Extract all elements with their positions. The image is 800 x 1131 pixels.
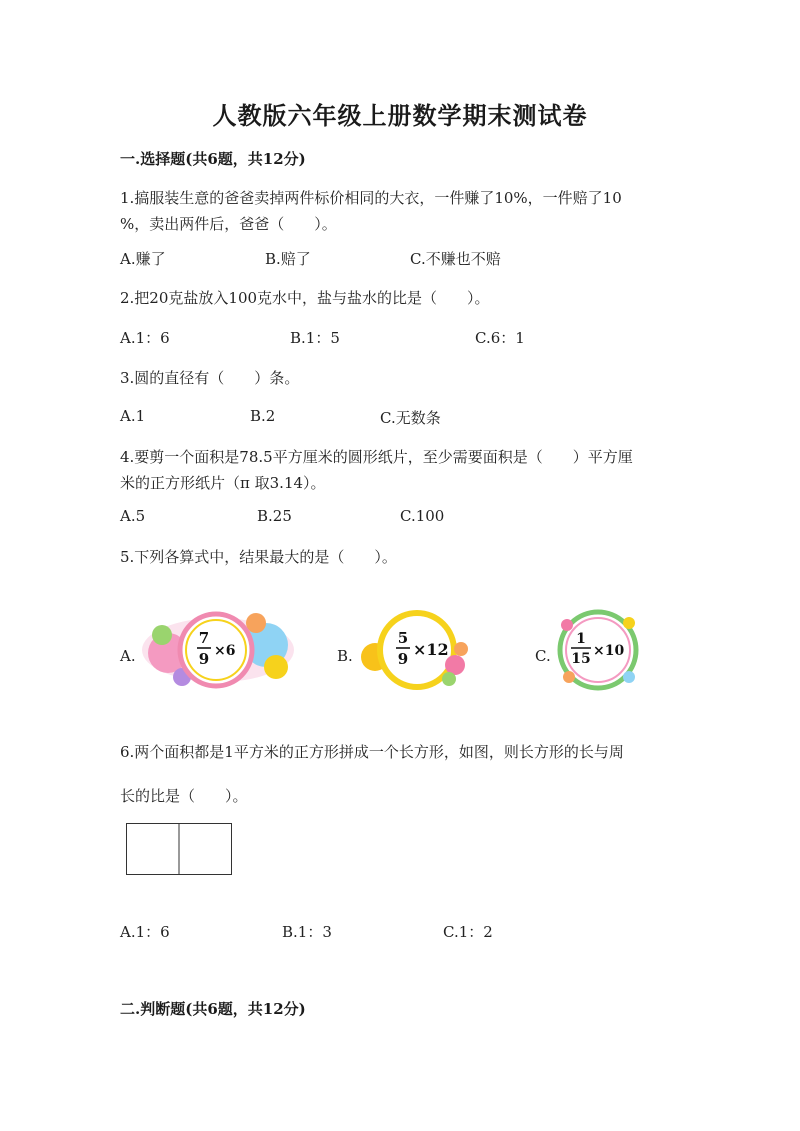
option-a[interactable]: A.1: [120, 407, 146, 425]
option-b[interactable]: [337, 605, 487, 695]
multiplier-text: ×6: [214, 643, 236, 659]
option-b[interactable]: B.赔了: [265, 250, 311, 268]
question-4-options: [120, 507, 700, 531]
option-c[interactable]: C.无数条: [380, 409, 441, 427]
section-heading-judgement: 二.判断题(共6题，共12分): [120, 1000, 306, 1018]
question-2: 2.把20克盐放入100克水中，盐与盐水的比是（ ）。: [120, 289, 490, 307]
floral-badge-image-a: [138, 605, 298, 695]
floral-badge-image-c: [557, 609, 639, 691]
option-c[interactable]: C.不赚也不赔: [410, 250, 501, 268]
option-c[interactable]: C.1：2: [443, 923, 493, 941]
fraction-numerator: 7: [198, 629, 210, 647]
fraction-numerator: 1: [576, 631, 586, 647]
page-title: 人教版六年级上册数学期末测试卷: [212, 101, 588, 130]
question-3: 3.圆的直径有（ ）条。: [120, 369, 300, 387]
question-1: [120, 185, 700, 237]
fraction-denominator: 15: [571, 651, 591, 667]
option-a[interactable]: A.5: [120, 507, 146, 525]
option-a[interactable]: A.1：6: [120, 923, 170, 941]
option-b[interactable]: B.1：5: [290, 329, 340, 347]
option-b[interactable]: B.2: [250, 407, 276, 425]
option-c[interactable]: C.100: [400, 507, 445, 525]
question-1-options: [120, 248, 700, 272]
option-c[interactable]: [535, 605, 645, 695]
option-a[interactable]: [120, 605, 300, 695]
fraction-denominator: 9: [198, 650, 210, 668]
multiplier-text: ×10: [593, 643, 625, 659]
question-6: [120, 730, 700, 818]
option-b[interactable]: B.1：3: [282, 923, 332, 941]
section-heading-choice: 一.选择题(共6题，共12分): [120, 150, 306, 168]
question-3-options: [120, 407, 700, 431]
option-a[interactable]: A.1：6: [120, 329, 170, 347]
fraction-numerator: 5: [397, 629, 409, 647]
question-6-line1: 6.两个面积都是1平方米的正方形拼成一个长方形，如图，则长方形的长与周: [120, 743, 624, 761]
question-4-line1: 4.要剪一个面积是78.5平方厘米的圆形纸片，至少需要面积是（ ）平方厘: [120, 448, 633, 466]
two-squares-rectangle-figure: [126, 823, 232, 875]
option-b[interactable]: B.25: [257, 507, 292, 525]
fraction-denominator: 9: [397, 650, 409, 668]
option-a[interactable]: A.赚了: [120, 250, 166, 268]
question-6-options: [120, 921, 700, 945]
option-c[interactable]: C.6：1: [475, 329, 525, 347]
question-1-line1: 1.搞服装生意的爸爸卖掉两件标价相同的大衣，一件赚了10%，一件赔了10: [120, 189, 622, 207]
question-2-options: [120, 327, 700, 351]
question-6-line2: 长的比是（ ）。: [120, 787, 248, 805]
option-b-label: B.: [337, 647, 353, 665]
option-a-label: A.: [120, 647, 136, 665]
question-1-line2: %，卖出两件后，爸爸（ ）。: [120, 215, 337, 233]
question-5: 5.下列各算式中，结果最大的是（ ）。: [120, 548, 397, 566]
option-c-label: C.: [535, 647, 551, 665]
floral-badge-image-b: [357, 605, 477, 695]
question-4: [120, 444, 700, 496]
multiplier-text: ×12: [413, 640, 449, 659]
question-4-line2: 米的正方形纸片（π 取3.14）。: [120, 474, 326, 492]
